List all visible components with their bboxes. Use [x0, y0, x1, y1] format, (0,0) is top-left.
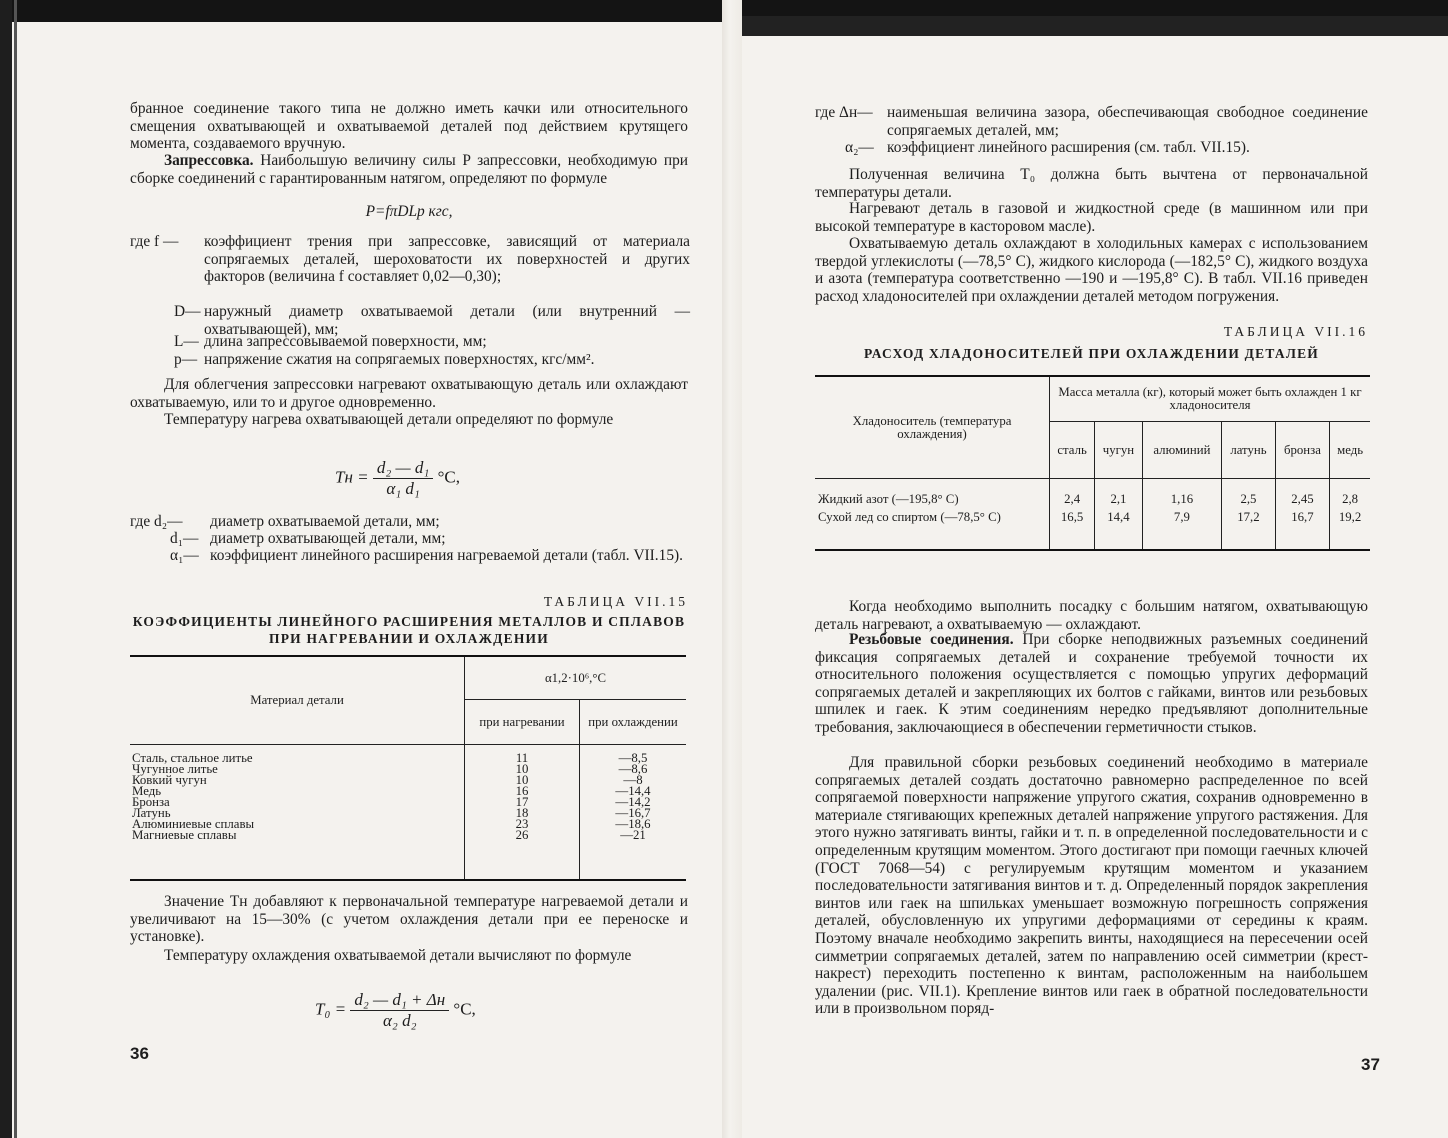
paragraph: Охватываемую деталь охлаждают в холодильных камерах с использованием твердой углекислоты (—78,5° C), жидкого кислорода (—182,5° C), жидкого воздуха и азота (температура соответственно —190 и —195,8° C). В табл. VII.16 приведен расход хладоносителей при охлаждении деталей методом погружения. — [815, 235, 1368, 305]
column-header-mass: Масса металла (кг), который может быть охлажден 1 кг хладоносителя — [1050, 376, 1371, 422]
table-row: Жидкий азот (—195,8° C) 2,4 2,1 1,16 2,5 2,45 2,8 — [815, 479, 1370, 508]
heading-threaded-joints: Резьбовые соединения. — [849, 631, 1014, 648]
column-header-bronze: бронза — [1275, 422, 1329, 479]
definition-d: D— наружный диаметр охватываемой детали (или внутренний — охватывающей), мм; — [174, 303, 690, 338]
paragraph-press-fit: Запрессовка. Наибольшую величину силы P запрессовки, необходимую при сборке соединений с гарантированным натягом, определяют по формуле — [130, 152, 688, 187]
definition-l: L— длина запрессовываемой поверхности, мм; — [174, 333, 487, 350]
table-row: Сухой лед со спиртом (—78,5° C) 16,5 14,4 7,9 17,2 16,7 19,2 — [815, 507, 1370, 550]
table-body — [130, 745, 686, 881]
coolant-consumption-table — [815, 375, 1370, 551]
definition-p: p— напряжение сжатия на сопрягаемых поверхностях, кгс/мм². — [174, 351, 595, 368]
cooling-column: —8,5 —8,6 —8 —14,4 —14,2 —16,7 —18,6 —21 — [580, 745, 687, 881]
table-caption: ТАБЛИЦА VII.15 — [543, 594, 688, 609]
column-header-alpha: α1,2·10⁶,°C — [465, 656, 687, 700]
left-page — [130, 0, 690, 1138]
paragraph-threaded: Резьбовые соединения. При сборке неподвижных разъемных соединений фиксация сопрягаемых деталей и сохранение требуемой точности их относительного положения осуществляется с помощью упругих деформаций сопрягаемых деталей и закрепляющих их болтов с гайками, винтов или резьбовых шпилек и гаек. К этим соединениям нередко предъявляют дополнительные требования, заключающиеся в обеспечении герметичности стыков. — [815, 631, 1368, 736]
table-caption: ТАБЛИЦА VII.16 — [1223, 324, 1368, 339]
definition-alpha1: α₁— коэффициент линейного расширения нагреваемой детали (табл. VII.15). — [170, 547, 684, 564]
definition-d2: где d₂— диаметр охватываемой детали, мм; — [130, 513, 440, 530]
definition-f: где f — коэффициент трения при запрессовке, зависящий от материала сопрягаемых деталей, шероховатости их поверхностей и других факторов (величина f составляет 0,02—0,30); — [130, 233, 690, 286]
right-page — [815, 0, 1380, 1138]
column-header-heating: при нагревании — [465, 700, 580, 745]
formula-cooling-temperature: T₀ = $\frac{\text{d₂ — d₁ + Δн}}{\text{α₂ d₂}}$ °C, — [315, 990, 476, 1030]
column-header-copper: медь — [1330, 422, 1370, 479]
expansion-coefficients-table — [130, 655, 686, 881]
paragraph: Для облегчения запрессовки нагревают охватывающую деталь или охлаждают охватываемую, или то и другое одновременно. — [130, 376, 688, 411]
column-header-brass: латунь — [1222, 422, 1276, 479]
page-number: 36 — [130, 1044, 149, 1063]
heading-press-fit: Запрессовка. — [164, 152, 254, 169]
paragraph: Нагревают деталь в газовой и жидкостной среде (в машинном или при высокой температуре в касторовом масле). — [815, 200, 1368, 235]
paragraph: Полученная величина T₀ должна быть вычтена от первоначальной температуры детали. — [815, 166, 1368, 201]
column-header-steel: сталь — [1050, 422, 1095, 479]
formula-press-force: P=fπDLp кгс, — [365, 203, 453, 220]
column-header-cast-iron: чугун — [1095, 422, 1143, 479]
definition-d1: d₁— диаметр охватывающей детали, мм; — [170, 530, 446, 547]
paragraph: Для правильной сборки резьбовых соединений необходимо в материале сопрягаемых деталей создать достаточно равномерно распределенное по всей сопрягаемой поверхности напряжение упругого сжатия, сохранив одновременно в материале стягивающих крепежных деталей напряжение упругого растяжения. Для этого нужно затягивать винты, гайки и т. п. в определенной последовательности и с определенным крутящим моментом. Этого достигают при помощи гаечных ключей (ГОСТ 7068—54) с регулируемым крутящим моментом и указанием последовательности затягивания винтов и т. д. Определенный порядок закрепления винтов или гаек на шпильках уменьшает возможную погрешность сопряжения деталей, обусловленную их упругими деформациями от середины к краям. Поэтому вначале необходимо закрепить винты, находящиеся на пересечении осей симметрии сопрягаемых деталей, затем по направлению осей симметрии (крест-накрест) переходить постепенно к винтам, расположенным на наибольшем удалении (рис. VII.1). Крепление винтов или гаек в обратной последовательности или в произвольном поряд- — [815, 754, 1368, 1018]
formula-heating-temperature: Tн = $\frac{\text{d₂ — d₁}}{\text{α₁ d₁}}$ °C, — [335, 458, 460, 498]
page-number: 37 — [1361, 1055, 1380, 1074]
material-column: Сталь, стальное литье Чугунное литье Ковкий чугун Медь Бронза Латунь Алюминиевые сплавы Магниевые сплавы — [132, 751, 255, 842]
paragraph: бранное соединение такого типа не должно иметь качки или относительного смещения охватывающей и охватываемой деталей под действием крутящего момента, создаваемого вручную. — [130, 100, 688, 153]
book-gutter — [722, 0, 742, 1138]
paragraph: Температуру охлаждения охватываемой детали вычисляют по формуле — [164, 947, 632, 964]
definition-delta: где Δн— наименьшая величина зазора, обеспечивающая свободное соединение сопрягаемых деталей, мм; — [815, 104, 1368, 139]
column-header-coolant: Хладоноситель (температура охлаждения) — [815, 376, 1050, 479]
table-title: РАСХОД ХЛАДОНОСИТЕЛЕЙ ПРИ ОХЛАЖДЕНИИ ДЕТАЛЕЙ — [864, 346, 1319, 361]
heating-column: 11 10 10 16 17 18 23 26 — [465, 745, 580, 881]
column-header-cooling: при охлаждении — [580, 700, 687, 745]
paragraph: Значение Tн добавляют к первоначальной температуре нагреваемой детали и увеличивают на 15—30% (с учетом охлаждения детали при ее переноске и установке). — [130, 893, 688, 946]
definition-alpha2: α₂— коэффициент линейного расширения (см. табл. VII.15). — [845, 139, 1250, 156]
scan-left-edge — [0, 0, 12, 1138]
table-title: КОЭФФИЦИЕНТЫ ЛИНЕЙНОГО РАСШИРЕНИЯ МЕТАЛЛОВ И СПЛАВОВ ПРИ НАГРЕВАНИИ И ОХЛАЖДЕНИИ — [132, 614, 686, 646]
paragraph: Температуру нагрева охватывающей детали определяют по формуле — [164, 411, 614, 428]
column-header-material: Материал детали — [130, 656, 465, 745]
scan-left-edge-line — [14, 0, 17, 1138]
column-header-aluminum: алюминий — [1142, 422, 1221, 479]
paragraph: Когда необходимо выполнить посадку с большим натягом, охватывающую деталь нагревают, а охватываемую — охлаждают. — [815, 598, 1368, 633]
